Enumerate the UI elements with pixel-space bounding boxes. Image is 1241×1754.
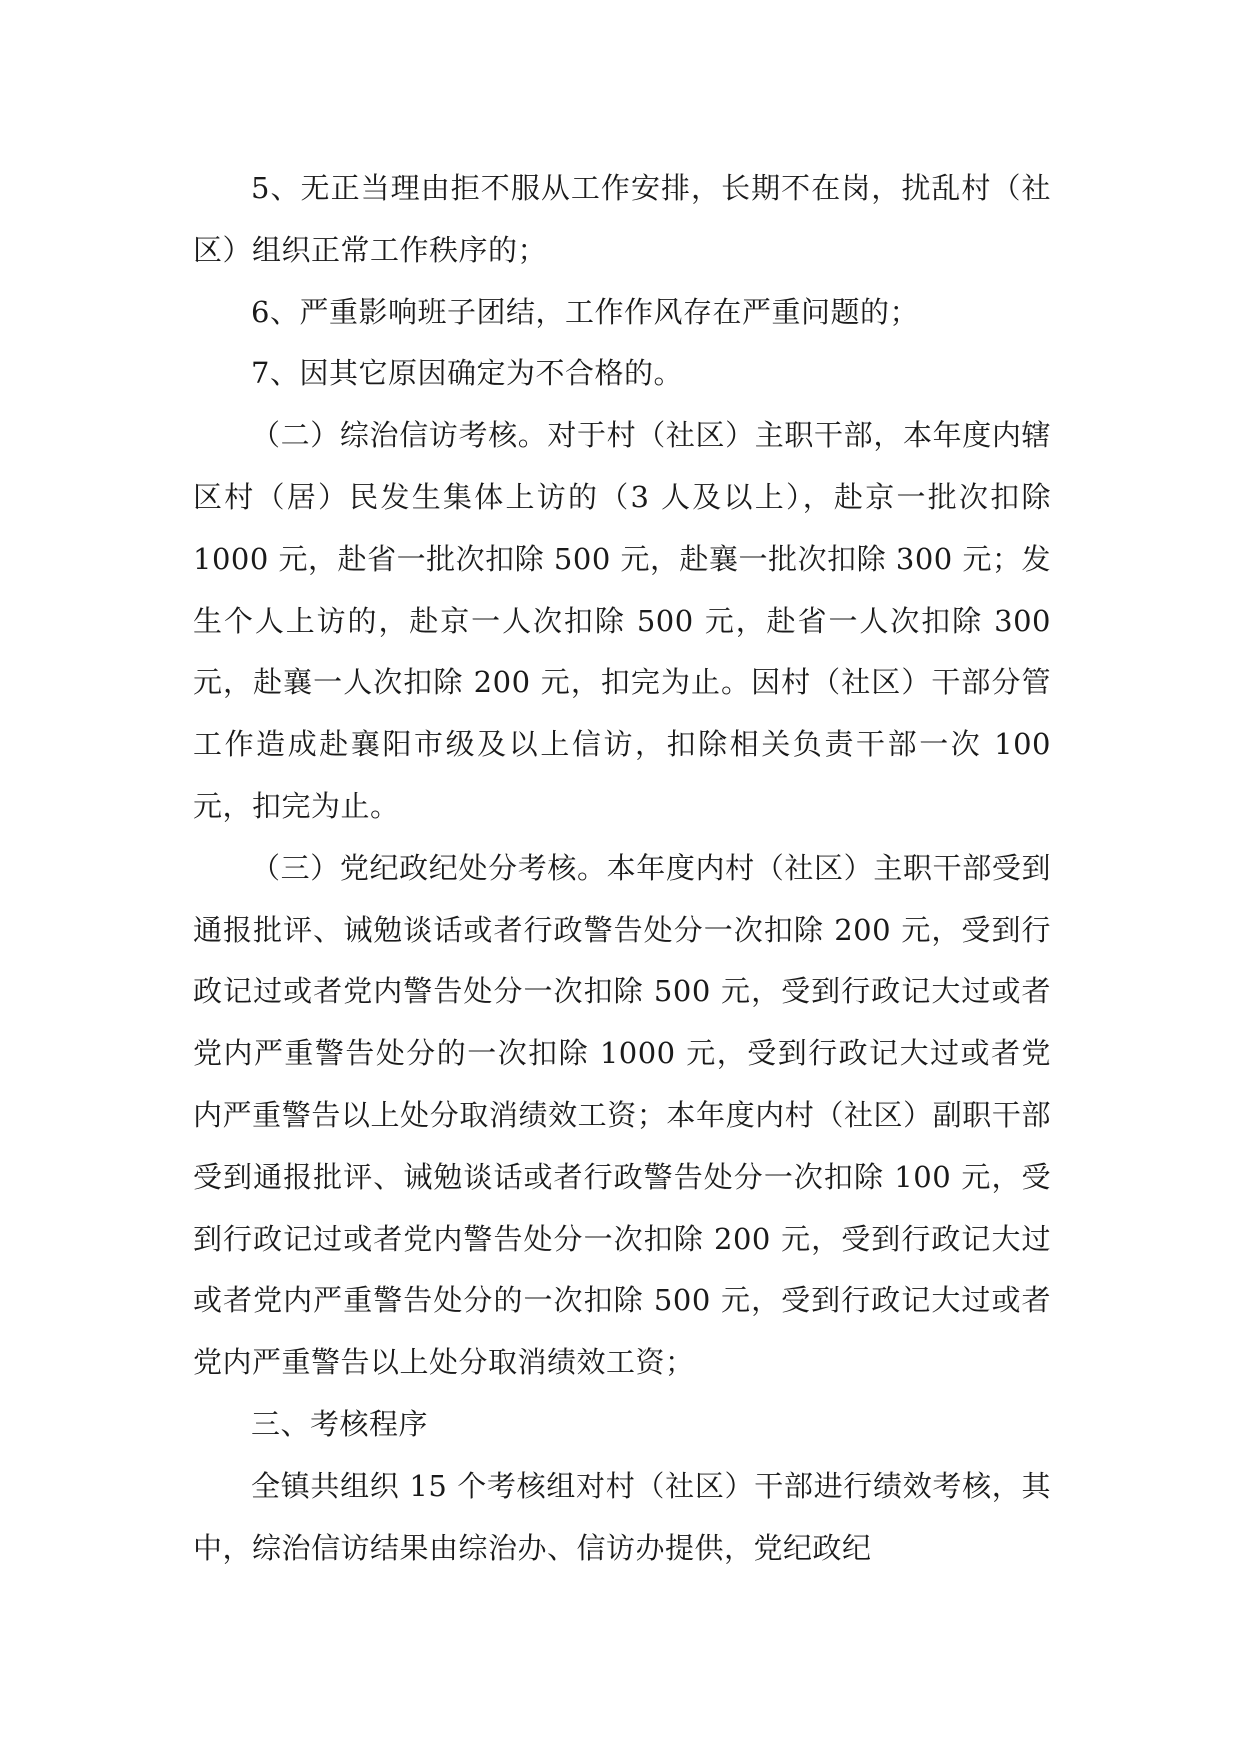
- paragraph-discipline-assessment: （三）党纪政纪处分考核。本年度内村（社区）主职干部受到通报批评、诫勉谈话或者行政警告处分一次扣除 200 元，受到行政记过或者党内警告处分一次扣除 500 元，受到行政记大过或者党内严重警告处分的一次扣除 1000 元，受到行政记大过或者党内严重警告以上处分取消绩效工资；本年度内村（社区）副职干部受到通报批评、诫勉谈话或者行政警告处分一次扣除 100 元，受到行政记过或者党内警告处分一次扣除 200 元，受到行政记大过或者党内严重警告处分的一次扣除 500 元，受到行政记大过或者党内严重警告以上处分取消绩效工资；: [193, 850, 1051, 1380]
- paragraph-item-5: 5、无正当理由拒不服从工作安排，长期不在岗，扰乱村（社区）组织正常工作秩序的；: [193, 171, 1051, 267]
- section-heading-assessment-procedure: 三、考核程序: [251, 1406, 429, 1441]
- paragraph-item-6: 6、严重影响班子团结，工作作风存在严重问题的；: [251, 294, 919, 329]
- paragraph-assessment-groups: 全镇共组织 15 个考核组对村（社区）干部进行绩效考核，其中，综治信访结果由综治办、信访办提供，党纪政纪: [193, 1468, 1051, 1565]
- paragraph-petition-assessment: （二）综治信访考核。对于村（社区）主职干部，本年度内辖区村（居）民发生集体上访的（3 人及以上），赴京一批次扣除 1000 元，赴省一批次扣除 500 元，赴襄一批次扣除 300 元；发生个人上访的，赴京一人次扣除 500 元，赴省一人次扣除 300 元，赴襄一人次扣除 200 元，扣完为止。因村（社区）干部分管工作造成赴襄阳市级及以上信访，扣除相关负责干部一次 100 元，扣完为止。: [193, 418, 1051, 823]
- paragraph-item-7: 7、因其它原因确定为不合格的。: [251, 356, 683, 391]
- document-body: [193, 158, 1051, 1579]
